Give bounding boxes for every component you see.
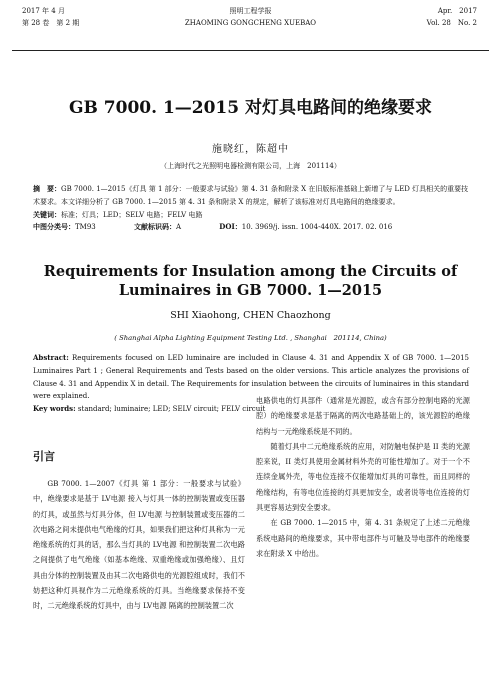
abstract-text: GB 7000. 1—2015《灯具 第 1 部分：一般要求与试验》第 4. 31 条和附录 X 在旧版标准基础上新增了与 LED 灯具相关的重要技术要求。本文详细分析了 GB 7000. 1—2015 第 4. 31 条和附录 X 的规定，解析了该标准对灯具电路间的绝缘要求。 xyxy=(33,185,469,206)
clc-label: 中图分类号： xyxy=(33,222,75,232)
body-column-right xyxy=(256,393,470,561)
doi-value: 10. 3969/j. issn. 1004-440X. 2017. 02. 016 xyxy=(241,223,393,232)
journal-name-pinyin: ZHAOMING GONGCHENG XUEBAO xyxy=(184,19,317,27)
abstract xyxy=(33,183,469,209)
section-heading: 引言 xyxy=(33,450,55,463)
english-title xyxy=(0,262,501,300)
header-date: 2017 年 4 月 xyxy=(22,7,65,15)
doc-code-label: 文献标识码： xyxy=(133,222,176,232)
doc-code-value: A xyxy=(175,223,182,232)
affiliation: （上海时代之光照明电器检测有限公司，上海 201114） xyxy=(160,162,341,170)
keywords-label: 关键词： xyxy=(33,209,61,219)
header-right xyxy=(427,6,477,29)
keywords-text: 标准；灯具；LED；SELV 电路；FELV 电路 xyxy=(61,210,203,219)
body-paragraph: 在 GB 7000. 1—2015 中，第 4. 31 条规定了上述二元绝缘系统电路间的绝缘要求，其中带电部件与可触及导电部件的绝缘要求在附录 X 中给出。 xyxy=(256,518,470,558)
english-title-line1: Requirements for Insulation among the Circuits of xyxy=(43,263,458,280)
header-date-en: Apr. 2017 xyxy=(437,7,477,15)
body-paragraph-continued: 电路供电的灯具部件（通常是光源腔，或含有部分控制电路的光源腔）的绝缘要求是基于隔离的两次电路基础上的，该光源腔的绝缘结构与一元绝缘系统是不同的。 xyxy=(256,396,470,436)
english-abstract-label: Abstract: xyxy=(33,353,69,362)
classification-row xyxy=(33,221,469,234)
header-journal xyxy=(12,6,489,29)
body-paragraph: GB 7000. 1—2007《灯具 第 1 部分：一般要求与试验》中，绝缘要求是基于 LV电源 接入与灯具一体的控制装置或变压器的灯具，或虽然与灯具分体，但 LV电源 与控制装置或变压器的二次电路之间未提供电气绝缘的灯具，如果我们把这种灯具称为一元绝缘系统的灯具的话，那么当灯具的 LV电源 和控制装置二次电路之间提供了电气绝缘（如基本绝缘、双重绝缘或加强绝缘）、且灯具由分体的控制装置及由其二次电路供电的光源腔组成时，我们不妨把这种灯具视作为二元绝缘系统的灯具。当绝缘要求保持不变时，二元绝缘系统的灯具中，由与 LV电源 隔离的控制装置二次 xyxy=(33,479,245,611)
english-keywords-label: Key words: xyxy=(33,404,76,414)
body-column-left xyxy=(33,450,245,614)
authors: 施晓红，陈超中 xyxy=(212,144,289,155)
body-paragraph: 随着灯具中二元绝缘系统的应用，对防触电保护是 II 类的光源腔来说，II 类灯具使用金属材料外壳的可能性增加了。对于一个不连续金属外壳，等电位连接不仅能增加灯具的可靠性，而且同样的绝缘结构，有等电位连接的灯具更加安全，或者说等电位连接的灯具更容易达到安全要求。 xyxy=(256,441,470,513)
english-affiliation: ( Shanghai Alpha Lighting Equipment Testing Ltd. , Shanghai 201114, China) xyxy=(114,334,387,342)
english-abstract-text: Requirements focused on LED luminaire are included in Clause 4. 31 and Appendix X of GB 7000. 1—2015 Luminaires Part 1 ; General Requirements and Tests based on the older versions. This article analyzes the provisions of Clause 4. 31 and Appendix X in detail. The Requirements for insulation between the circuits of luminaires in this standard were explained. xyxy=(33,354,469,401)
header-volume-en: Vol. 28 No. 2 xyxy=(426,19,477,27)
running-header xyxy=(12,6,489,51)
abstract-block xyxy=(33,183,469,234)
header-volume: 第 28 卷 第 2 期 xyxy=(22,19,80,27)
keywords xyxy=(33,209,469,222)
paper-title: GB 7000. 1—2015 对灯具电路间的绝缘要求 xyxy=(68,98,433,118)
abstract-label: 摘 要： xyxy=(33,184,61,193)
doi-label: DOI： xyxy=(219,222,242,232)
clc-value: TM93 xyxy=(75,223,96,232)
english-authors: SHI Xiaohong, CHEN Chaozhong xyxy=(170,310,331,321)
journal-name-cn: 照明工程学报 xyxy=(229,7,272,15)
english-title-line2: Luminaires in GB 7000. 1—2015 xyxy=(118,282,383,299)
english-keywords-text: standard; luminaire; LED; SELV circuit; FELV circuit xyxy=(75,405,266,414)
